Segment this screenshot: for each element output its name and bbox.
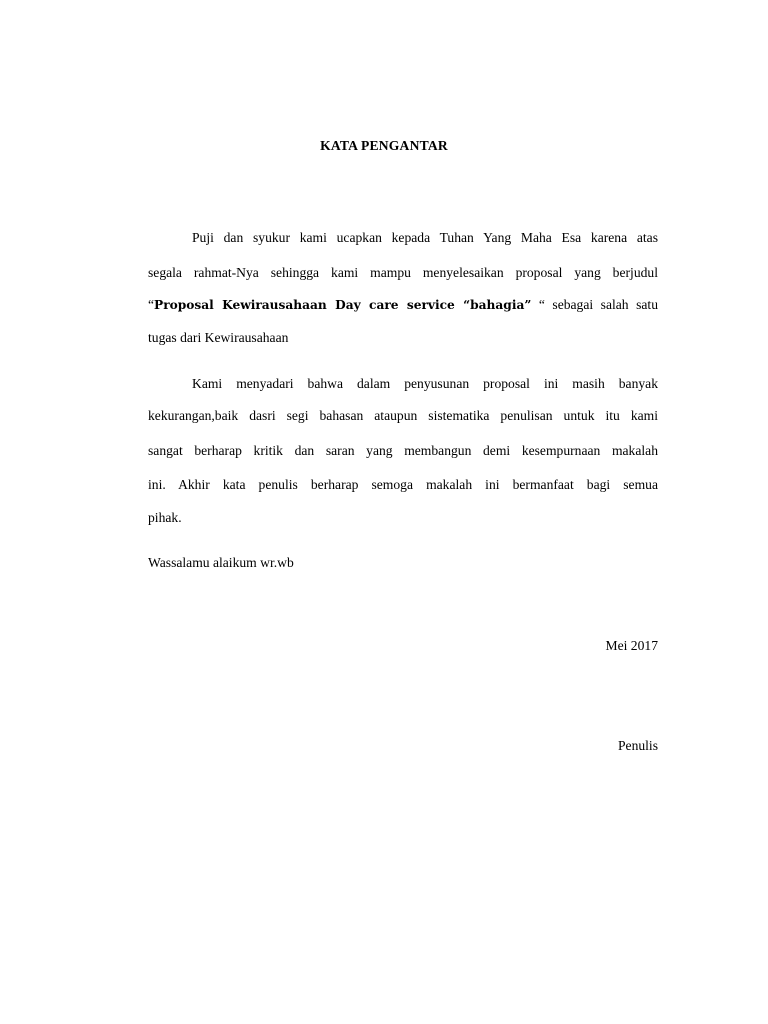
page-title: KATA PENGANTAR xyxy=(320,138,448,153)
paragraph-2-line-5: pihak. xyxy=(148,510,182,525)
signature-line: Penulis xyxy=(617,738,658,753)
closing-greeting: Wassalamu alaikum wr.wb xyxy=(148,555,294,570)
paragraph-1-line-4: tugas dari Kewirausahaan xyxy=(148,330,289,345)
paragraph-2-line-1: Kami menyadari bahwa dalam penyusunan proposal ini masih banyak xyxy=(192,376,658,391)
proposal-title: Proposal Kewirausahaan Day care service “bahagia” xyxy=(154,298,532,312)
date-line: Mei 2017 xyxy=(605,638,658,653)
paragraph-2-line-4: ini. Akhir kata penulis berharap semoga makalah ini bermanfaat bagi semua xyxy=(148,477,658,492)
open-quote: “ xyxy=(148,297,155,312)
paragraph-1-line-3 xyxy=(148,296,658,314)
paragraph-1-line-2: segala rahmat-Nya sehingga kami mampu menyelesaikan proposal yang berjudul xyxy=(148,265,658,280)
paragraph-1-line-1: Puji dan syukur kami ucapkan kepada Tuhan Yang Maha Esa karena atas xyxy=(192,230,658,245)
paragraph-2-line-3: sangat berharap kritik dan saran yang membangun demi kesempurnaan makalah xyxy=(148,443,658,458)
paragraph-2-line-2: kekurangan,baik dasri segi bahasan ataupun sistematika penulisan untuk itu kami xyxy=(148,408,658,423)
paragraph-1-line-3-rest: “ sebagai salah satu xyxy=(531,297,658,312)
